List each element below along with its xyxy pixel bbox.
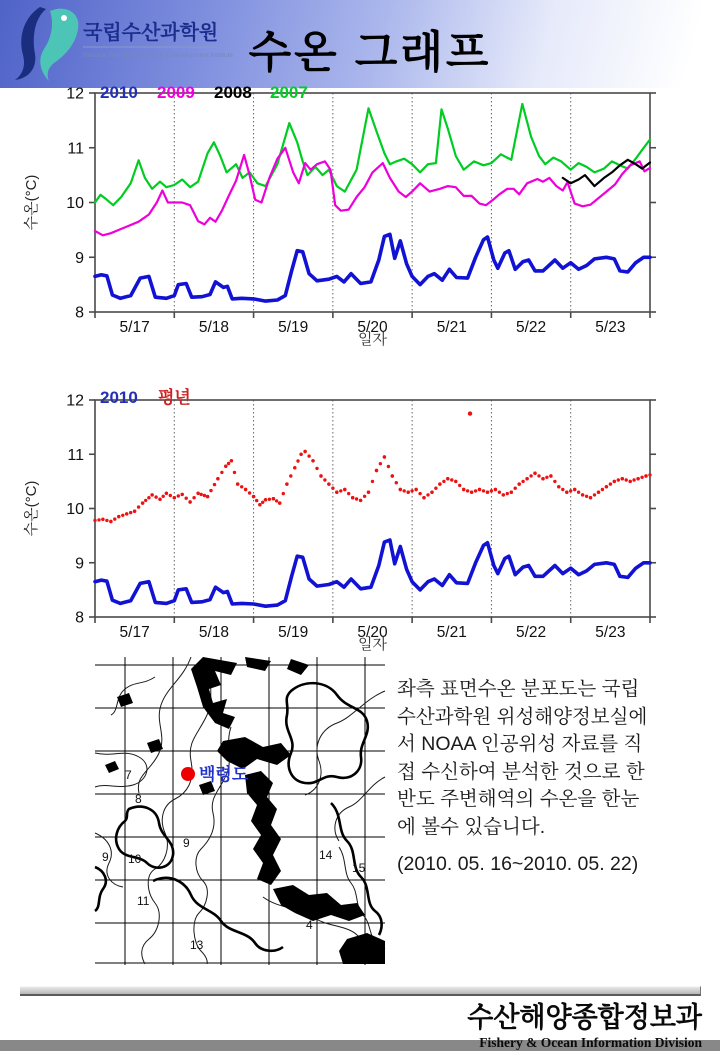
dot-series-point (621, 477, 624, 480)
dot-series-point (141, 501, 144, 504)
dot-series-point (227, 462, 230, 465)
dot-series-point (434, 487, 437, 490)
dot-series-point (137, 505, 140, 508)
contour-label: 14 (319, 848, 333, 862)
dot-series-point (213, 483, 216, 486)
series-2007 (95, 104, 650, 205)
dot-series-point (158, 498, 161, 501)
description-lines (397, 676, 719, 841)
legend-2009: 2009 (157, 83, 195, 102)
dot-series-point (525, 477, 528, 480)
y-tick-label: 9 (75, 249, 84, 267)
dot-series-point (315, 467, 318, 470)
contour-label: 11 (137, 894, 150, 908)
dot-series-point (307, 454, 310, 457)
dot-series-point (252, 495, 255, 498)
dot-series-point (537, 474, 540, 477)
x-tick-label: 5/21 (436, 319, 467, 336)
dot-series-point (383, 455, 386, 458)
x-tick-label: 5/21 (436, 624, 467, 641)
sst-contour-map (95, 657, 385, 965)
dot-series-point (165, 492, 168, 495)
dot-series-point (454, 480, 457, 483)
x-tick-label: 5/22 (515, 624, 547, 641)
dot-series-point (601, 488, 604, 491)
dot-series-point (154, 495, 157, 498)
y-axis-label: 수온(°C) (23, 174, 40, 231)
dot-series-point (323, 478, 326, 481)
dot-series-point (581, 493, 584, 496)
page-title: 수온 그래프 (248, 28, 492, 77)
dot-series-point (248, 491, 251, 494)
series-2010 (95, 540, 650, 606)
dot-series-point (224, 465, 227, 468)
y-tick-label: 10 (66, 501, 84, 518)
contour-label: 10 (128, 852, 142, 866)
dot-series-point (446, 477, 449, 480)
dot-series-point (200, 493, 203, 496)
dot-series-point (173, 496, 176, 499)
x-tick-label: 5/23 (595, 624, 626, 641)
legend-2007: 2007 (270, 83, 308, 102)
dot-series-point (359, 499, 362, 502)
dot-series-point (387, 465, 390, 468)
dot-series-point (278, 501, 281, 504)
logo-org-en: National Fisheries Research & Development Institute (83, 52, 233, 59)
dot-series-point (561, 488, 564, 491)
contour-label: 8 (135, 792, 142, 806)
dot-series-point (113, 517, 116, 520)
description-line: 수산과학원 위성해양정보실에 (397, 705, 648, 728)
dot-series-point (375, 469, 378, 472)
dot-series-point (605, 485, 608, 488)
dot-series-point (565, 491, 568, 494)
dot-series-point (414, 488, 417, 491)
dot-series-point (367, 491, 370, 494)
dot-series-point (209, 489, 212, 492)
y-tick-label: 12 (66, 392, 84, 410)
dot-series-point (129, 511, 132, 514)
dot-series-point (255, 499, 258, 502)
dot-series-point (529, 474, 532, 477)
dot-series-point (506, 492, 509, 495)
dot-series-point (553, 480, 556, 483)
dot-series-point (109, 520, 112, 523)
dot-series-point (629, 480, 632, 483)
dot-series-point (233, 471, 236, 474)
chart1-plot (0, 83, 720, 349)
dot-series-point (188, 500, 191, 503)
dot-series-point (93, 519, 96, 522)
dot-series-point (331, 487, 334, 490)
dot-series-point (177, 494, 180, 497)
dot-series-point (613, 480, 616, 483)
dot-series-point (510, 491, 513, 494)
station-dot (181, 767, 195, 781)
y-tick-label: 9 (75, 555, 84, 573)
x-axis-label: 일자 (358, 636, 387, 653)
footer-dept-ko: 수산해양종합정보과 (467, 1001, 702, 1033)
dot-series-point (391, 474, 394, 477)
x-tick-label: 5/19 (278, 624, 309, 641)
dot-series-point (379, 462, 382, 465)
outlier-point (468, 411, 472, 415)
x-axis-label: 일자 (358, 331, 387, 348)
temperature-chart-multi-year (0, 83, 720, 349)
dot-series-point (196, 492, 199, 495)
dot-series-point (343, 488, 346, 491)
x-tick-label: 5/20 (357, 319, 388, 336)
x-tick-label: 5/19 (278, 319, 309, 336)
dot-series-point (403, 489, 406, 492)
period-text: (2010. 05. 16~2010. 05. 22) (397, 853, 639, 875)
dot-series-point (450, 478, 453, 481)
dot-series-point (206, 495, 209, 498)
dot-series-point (347, 492, 350, 495)
dot-series-point (438, 482, 441, 485)
dot-series-point (133, 510, 136, 513)
dot-series-point (577, 491, 580, 494)
map-image (95, 657, 385, 965)
dot-series-point (264, 498, 267, 501)
chart2-plot (0, 390, 720, 658)
legend-2010: 2010 (100, 83, 138, 102)
x-tick-label: 5/18 (198, 624, 230, 641)
legend-2010: 2010 (100, 388, 138, 407)
dot-series-point (541, 477, 544, 480)
dot-series-point (335, 491, 338, 494)
dot-series-point (589, 496, 592, 499)
dot-series-point (185, 497, 188, 500)
y-tick-label: 8 (75, 304, 84, 322)
dot-series-point (518, 482, 521, 485)
temperature-chart-vs-normal (0, 390, 720, 658)
dot-series-point (144, 499, 147, 502)
dot-series-point (644, 474, 647, 477)
dot-series-point (261, 501, 264, 504)
dot-series-point (327, 482, 330, 485)
description-line: 서 NOAA 인공위성 자료를 직 (397, 733, 643, 755)
dot-series-point (296, 459, 299, 462)
dot-series-point (418, 492, 421, 495)
dot-series-point (625, 478, 628, 481)
dot-series-point (462, 488, 465, 491)
dot-series-point (648, 473, 651, 476)
dot-series-point (585, 495, 588, 498)
dot-series-point (494, 488, 497, 491)
x-tick-label: 5/22 (515, 319, 547, 336)
dot-series-point (521, 480, 524, 483)
dot-series-point (609, 482, 612, 485)
dot-series-point (371, 480, 374, 483)
dot-series-point (244, 488, 247, 491)
x-tick-label: 5/20 (357, 624, 388, 641)
series-2008 (563, 160, 650, 186)
y-tick-label: 10 (66, 195, 84, 212)
dot-series-point (426, 493, 429, 496)
dot-series-point (101, 518, 104, 521)
dot-series-point (319, 474, 322, 477)
x-tick-label: 5/18 (198, 319, 230, 336)
dot-series-point (549, 474, 552, 477)
dot-series-point (162, 495, 165, 498)
dot-series-point (478, 488, 481, 491)
dot-series-point (236, 482, 239, 485)
dot-series-point (498, 491, 501, 494)
dot-series-point (192, 496, 195, 499)
contour-label: 9 (102, 850, 109, 864)
dot-series-point (303, 450, 306, 453)
footer (467, 995, 702, 1051)
dot-series-point (299, 453, 302, 456)
dot-series-point (311, 459, 314, 462)
y-tick-label: 8 (75, 609, 84, 627)
dot-series-point (569, 489, 572, 492)
logo-org-ko: 국립수산과학원 (83, 22, 219, 44)
dot-series-point (220, 471, 223, 474)
y-tick-label: 11 (67, 446, 84, 464)
contour-label: 9 (183, 836, 190, 850)
dot-series-point (640, 476, 643, 479)
dot-series-point (474, 489, 477, 492)
dot-series-point (258, 503, 261, 506)
dot-series-point (293, 466, 296, 469)
dot-series-point (617, 478, 620, 481)
dot-series-point (240, 485, 243, 488)
dot-series-point (593, 493, 596, 496)
dot-series-point (181, 493, 184, 496)
dot-series-point (169, 494, 172, 497)
header-banner (0, 0, 720, 88)
dot-series-point (407, 491, 410, 494)
dot-series-point (97, 518, 100, 521)
dot-series-point (399, 488, 402, 491)
y-axis-label: 수온(°C) (23, 480, 40, 537)
dot-series-point (470, 491, 473, 494)
series-2010 (95, 234, 650, 301)
dot-series-point (282, 492, 285, 495)
dot-series-point (355, 497, 358, 500)
series-2009 (95, 148, 650, 236)
x-tick-label: 5/17 (119, 624, 150, 641)
contour-label: 7 (125, 768, 132, 782)
x-tick-label: 5/17 (119, 319, 150, 336)
dot-series-point (482, 489, 485, 492)
dot-series-point (150, 493, 153, 496)
legend-평년: 평년 (158, 388, 191, 407)
dot-series-point (275, 499, 278, 502)
dot-series-point (125, 512, 128, 515)
dot-series-point (466, 489, 469, 492)
dot-series-point (514, 487, 517, 490)
dot-series-point (216, 477, 219, 480)
dot-series-point (502, 493, 505, 496)
dot-series-point (272, 497, 275, 500)
contour-label: 13 (190, 938, 204, 952)
x-tick-label: 5/23 (595, 319, 626, 336)
dot-series-point (147, 496, 150, 499)
dot-series-point (289, 474, 292, 477)
dot-series-point (430, 491, 433, 494)
dot-series-point (339, 489, 342, 492)
description-text (397, 676, 719, 876)
dot-series-point (486, 491, 489, 494)
description-line: 반도 주변해역의 수온을 한눈 (397, 788, 640, 810)
station-label: 백령도 (199, 765, 249, 784)
dot-series-point (117, 515, 120, 518)
description-line: 접 수신하여 분석한 것으로 한 (397, 760, 645, 783)
dot-series-point (458, 484, 461, 487)
dot-series-point (557, 485, 560, 488)
dot-series-point (597, 491, 600, 494)
dot-series-point (285, 482, 288, 485)
contour-label: 15 (352, 861, 366, 875)
dot-series-point (422, 496, 425, 499)
dot-series-point (442, 480, 445, 483)
dot-series-point (573, 488, 576, 491)
dot-series-point (636, 477, 639, 480)
dot-series-point (203, 494, 206, 497)
y-tick-label: 12 (66, 85, 84, 103)
dot-series-point (363, 495, 366, 498)
dot-series-point (105, 519, 108, 522)
dot-series-point (121, 514, 124, 517)
contour-label: 4 (306, 918, 313, 932)
description-line: 좌측 표면수온 분포도는 국립 (397, 678, 640, 700)
dot-series-point (533, 472, 536, 475)
dot-series-point (410, 489, 413, 492)
dot-series-point (351, 496, 354, 499)
dot-series-point (632, 478, 635, 481)
dot-series-point (545, 476, 548, 479)
dot-series-point (395, 481, 398, 484)
legend-2008: 2008 (214, 83, 252, 102)
dot-series-point (490, 489, 493, 492)
footer-dept-en: Fishery & Ocean Information Division (479, 1035, 702, 1050)
dot-series-point (230, 459, 233, 462)
description-line: 에 볼수 있습니다. (397, 815, 546, 838)
dot-series-point (268, 498, 271, 501)
y-tick-label: 11 (67, 140, 84, 158)
